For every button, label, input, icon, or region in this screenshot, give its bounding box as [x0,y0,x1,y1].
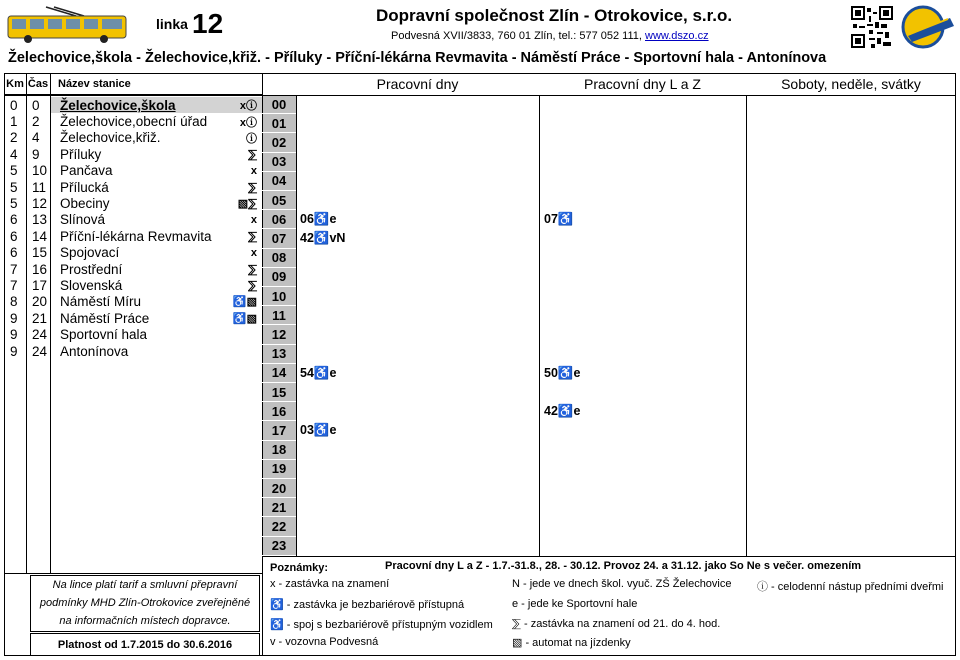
stop-km: 5 [10,163,18,179]
stop-name: Slovenská [60,278,123,294]
stop-symbols: xⓘ [239,116,257,129]
divider [26,73,27,573]
divider [539,95,540,556]
col-workdays-label: Pracovní dny [376,76,459,92]
stop-time-offset: 20 [32,294,48,310]
website-link[interactable]: www.dszo.cz [645,30,709,42]
stop-name: Příluky [60,146,102,162]
stop-km: 7 [10,278,18,294]
stop-name: Sportovní hala [60,327,148,343]
stop-km: 5 [10,196,18,212]
departure-time: 07♿ [544,212,574,227]
stop-km: 2 [10,130,18,146]
stop-symbols: x [250,213,257,226]
stop-name: Slínová [60,212,106,228]
dszo-logo-icon [900,4,956,50]
hour-cell: 22 [262,517,296,536]
stop-time-offset: 9 [32,146,40,162]
hour-cell: 09 [262,268,296,287]
stop-km: 7 [10,261,18,277]
stop-symbols: ♿▧ [232,312,257,325]
legend-i: ⓘ - celodenní nástup předními dveřmi [757,581,944,593]
legend-v: v - vozovna Podvesná [270,636,379,648]
departure-time: 54♿e [300,365,337,380]
stop-name: Náměstí Práce [60,310,150,326]
stop-name: Obeciny [60,196,110,212]
hour-cell: 19 [262,460,296,479]
stop-time-offset: 24 [32,343,48,359]
line-label: linka [156,16,188,32]
stop-symbols: ⅀ [248,280,257,293]
hour-cell: 23 [262,537,296,556]
hour-cell: 21 [262,498,296,517]
col-workdays-header [296,73,539,95]
hour-cell: 12 [262,325,296,344]
legend-special-days: Pracovní dny L a Z - 1.7.-31.8., 28. - 30.12. Provoz 24. a 31.12. jako So Ne s večer. omezením [385,560,862,572]
stop-km: 5 [10,179,18,195]
stop-name: Příční-lékárna Revmavita [60,228,212,244]
stop-name: Želechovice,škola [60,97,176,113]
departure-time: 06♿e [300,212,337,227]
hour-cell: 06 [262,210,296,229]
stop-km: 6 [10,228,18,244]
stop-time-offset: 24 [32,327,48,343]
stop-time-offset: 17 [32,278,48,294]
time-header-label: Čas [27,77,49,90]
hour-cell: 08 [262,249,296,268]
stop-time-offset: 10 [32,163,48,179]
divider [746,95,747,556]
header-divider [4,95,956,96]
stop-km: 4 [10,146,18,162]
km-header [4,73,26,95]
hour-cell: 10 [262,287,296,306]
stop-symbols: ⓘ [246,132,257,145]
legend-x: x - zastávka na znamení [270,578,390,590]
address-text: Podvesná XVII/3833, 760 01 Zlín, tel.: 577 052 111, [391,30,642,42]
stop-km: 1 [10,114,18,130]
col-weekends-label: Soboty, neděle, svátky [781,76,921,92]
stop-name: Želechovice,křiž. [60,130,161,146]
hour-cell: 17 [262,421,296,440]
tariff-note-line: Na lince platí tarif a smluvní přepravní [52,579,238,591]
stop-name: Antonínova [60,343,129,359]
company-name: Dopravní společnost Zlín - Otrokovice, s.r.o. [376,6,733,25]
legend-s: ⅀ - zastávka na znamení od 21. do 4. hod. [512,618,721,630]
stop-time-offset: 14 [32,228,48,244]
stop-km: 8 [10,294,18,310]
tariff-note-line: podmínky MHD Zlín-Otrokovice zveřejněné [39,597,251,609]
legend-wheelchair-stop: ♿ - zastávka je bezbariérově přístupná [270,599,465,611]
stop-symbols: ⅀ [248,263,257,276]
stop-km: 6 [10,212,18,228]
stop-name: Pančava [60,163,113,179]
hour-cell: 07 [262,229,296,248]
stop-symbols: x [250,246,257,259]
hour-cell: 02 [262,133,296,152]
stop-name: Náměstí Míru [60,294,142,310]
qr-code-icon [851,6,893,48]
line-number: 12 [192,8,224,39]
col-workdays-lz-header [539,73,746,95]
tariff-note-line: na informačních místech dopravce. [59,615,231,627]
hour-cell: 05 [262,191,296,210]
stop-symbols: ⅀ [248,230,257,243]
tariff-note [30,575,260,632]
divider [50,73,51,573]
time-header [26,73,50,95]
stop-time-offset: 13 [32,212,48,228]
legend-e: e - jede ke Sportovní hale [512,598,638,610]
stop-name: Želechovice,obecní úřad [60,114,208,130]
stop-symbols: ▧⅀ [237,198,257,211]
legend-title: Poznámky: [270,562,329,574]
company-address [391,30,709,42]
stop-name: Spojovací [60,245,120,261]
station-header-label: Název stanice [58,77,131,90]
hour-cell: 01 [262,114,296,133]
trolleybus-icon [6,6,128,44]
stop-km: 9 [10,310,18,326]
stop-symbols: x [250,164,257,177]
stop-time-offset: 21 [32,310,48,326]
notes-divider [4,573,262,574]
stop-symbols: ♿▧ [232,296,257,309]
departure-time: 50♿e [544,365,581,380]
validity-period: Platnost od 1.7.2015 do 30.6.2016 [30,633,260,656]
stop-time-offset: 4 [32,130,40,146]
stop-time-offset: 15 [32,245,48,261]
stop-symbols: ⅀ [248,148,257,161]
stop-symbols: xⓘ [239,100,257,113]
km-header-label: Km [6,77,24,90]
legend-divider [262,556,956,557]
col-weekends-header [746,73,956,95]
stop-time-offset: 2 [32,114,40,130]
stop-symbols: ⅀ [248,181,257,194]
stop-km: 9 [10,327,18,343]
hour-cell: 18 [262,441,296,460]
col-workdays-lz-label: Pracovní dny L a Z [584,76,701,92]
stop-km: 9 [10,343,18,359]
stop-name: Přílucká [60,179,109,195]
legend-n: N - jede ve dnech škol. vyuč. ZŠ Želechovice [512,578,732,590]
hour-cell: 16 [262,402,296,421]
departure-time: 42♿e [544,404,581,419]
stop-time-offset: 12 [32,196,48,212]
divider [296,95,297,556]
station-header [50,73,262,95]
hour-cell: 11 [262,306,296,325]
departure-time: 42♿vN [300,231,346,246]
stop-time-offset: 11 [32,179,47,195]
hour-cell: 15 [262,383,296,402]
hour-cell: 13 [262,345,296,364]
departure-time: 03♿e [300,423,337,438]
stop-name: Prostřední [60,261,123,277]
hour-cell: 04 [262,172,296,191]
legend-wheelchair-bus: ♿ - spoj s bezbariérově přístupným vozidlem [270,619,493,631]
hour-cell: 03 [262,153,296,172]
stop-time-offset: 0 [32,97,40,113]
hour-cell: 14 [262,364,296,383]
stop-time-offset: 16 [32,261,48,277]
legend-a: ▧ - automat na jízdenky [512,637,631,649]
route-description: Želechovice,škola - Želechovice,křiž. - Příluky - Příční-lékárna Revmavita - Náměstí Práce - Sportovní hala - Antonínova [8,50,827,66]
stop-km: 6 [10,245,18,261]
hour-cell: 20 [262,479,296,498]
stop-km: 0 [10,97,18,113]
hour-cell: 00 [262,95,296,114]
